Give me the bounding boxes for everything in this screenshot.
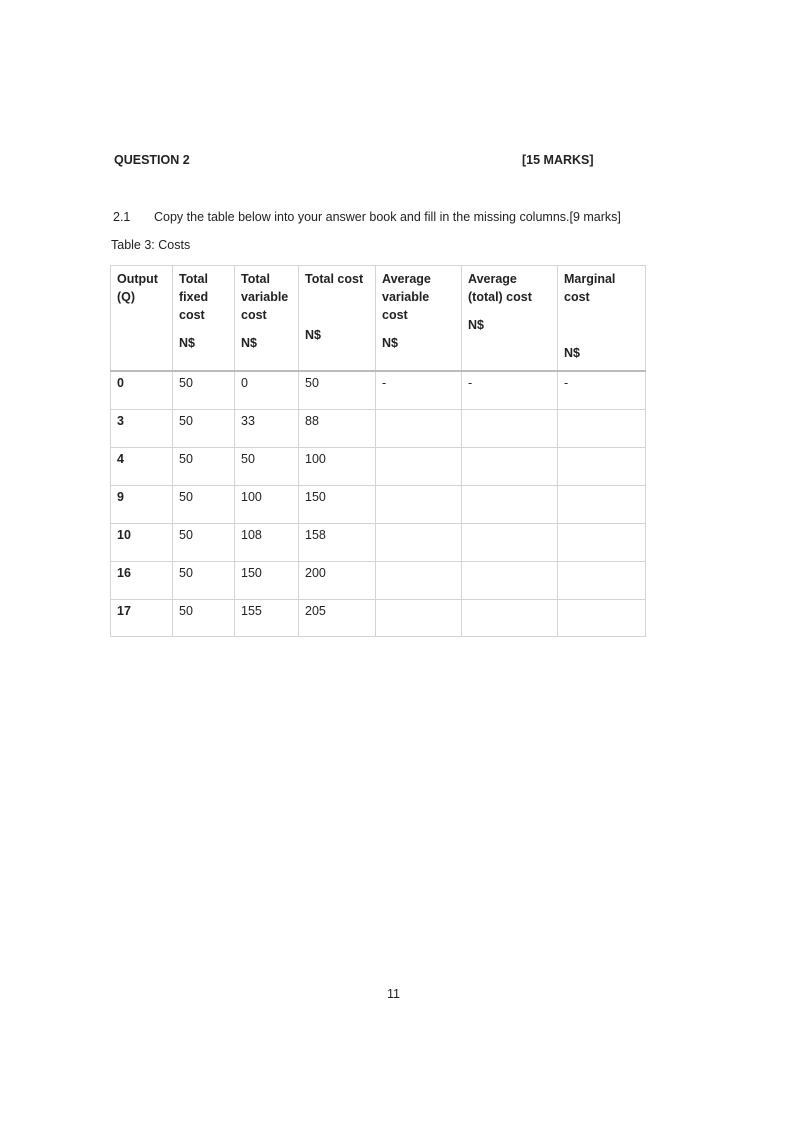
table-cell: 0 (111, 371, 173, 410)
header-total-cost: Total cost N$ (299, 266, 376, 372)
table-cell: 4 (111, 448, 173, 486)
table-cell: 50 (299, 371, 376, 410)
table-cell: 100 (299, 448, 376, 486)
table-cell (462, 524, 558, 562)
header-average-variable-cost: Average variable cost N$ (376, 266, 462, 372)
table-cell: 50 (173, 448, 235, 486)
table-cell: 108 (235, 524, 299, 562)
table-cell: 200 (299, 562, 376, 600)
table-cell (558, 448, 646, 486)
table-cell: 50 (173, 524, 235, 562)
table-cell: - (462, 371, 558, 410)
table-cell: 50 (173, 371, 235, 410)
table-header-row (111, 266, 646, 372)
header-output: Output (Q) (111, 266, 173, 372)
table-cell: 50 (173, 486, 235, 524)
table-cell (462, 410, 558, 448)
table-row (111, 486, 646, 524)
table-cell (558, 600, 646, 637)
table-cell (462, 486, 558, 524)
table-row (111, 371, 646, 410)
header-total-fixed-cost: Total fixed cost N$ (173, 266, 235, 372)
table-cell: 3 (111, 410, 173, 448)
table-cell: 10 (111, 524, 173, 562)
table-cell: 50 (173, 600, 235, 637)
question-marks: [15 MARKS] (522, 153, 594, 167)
table-cell (462, 448, 558, 486)
table-cell (376, 486, 462, 524)
table-cell (376, 448, 462, 486)
part-number: 2.1 (113, 210, 131, 224)
table-cell (558, 486, 646, 524)
table-cell (558, 410, 646, 448)
table-cell: 158 (299, 524, 376, 562)
table-cell: 88 (299, 410, 376, 448)
table-cell: 150 (235, 562, 299, 600)
costs-table (110, 265, 646, 637)
part-instruction: Copy the table below into your answer book and fill in the missing columns.[9 marks] (154, 210, 621, 224)
table-cell: 50 (173, 562, 235, 600)
table-cell: 33 (235, 410, 299, 448)
table-row (111, 448, 646, 486)
table-cell: 155 (235, 600, 299, 637)
table-caption: Table 3: Costs (111, 238, 191, 252)
table-row (111, 562, 646, 600)
table-cell: 150 (299, 486, 376, 524)
table-cell (376, 562, 462, 600)
table-row (111, 524, 646, 562)
table-cell: - (376, 371, 462, 410)
header-marginal-cost: Marginal cost N$ (558, 266, 646, 372)
table-cell (462, 600, 558, 637)
question-title: QUESTION 2 (114, 153, 190, 167)
header-average-total-cost: Average (total) cost N$ (462, 266, 558, 372)
table-cell: 50 (235, 448, 299, 486)
table-cell: 205 (299, 600, 376, 637)
table-cell: 9 (111, 486, 173, 524)
page-number: 11 (387, 987, 400, 1001)
table-row (111, 600, 646, 637)
table-cell: 50 (173, 410, 235, 448)
table-row (111, 410, 646, 448)
table-cell (558, 524, 646, 562)
table-cell: 16 (111, 562, 173, 600)
table-cell (376, 524, 462, 562)
table-cell (462, 562, 558, 600)
table-cell: 17 (111, 600, 173, 637)
table-cell: 0 (235, 371, 299, 410)
table-cell (558, 562, 646, 600)
table-cell: - (558, 371, 646, 410)
header-total-variable-cost: Total variable cost N$ (235, 266, 299, 372)
table-cell (376, 600, 462, 637)
table-cell: 100 (235, 486, 299, 524)
table-cell (376, 410, 462, 448)
